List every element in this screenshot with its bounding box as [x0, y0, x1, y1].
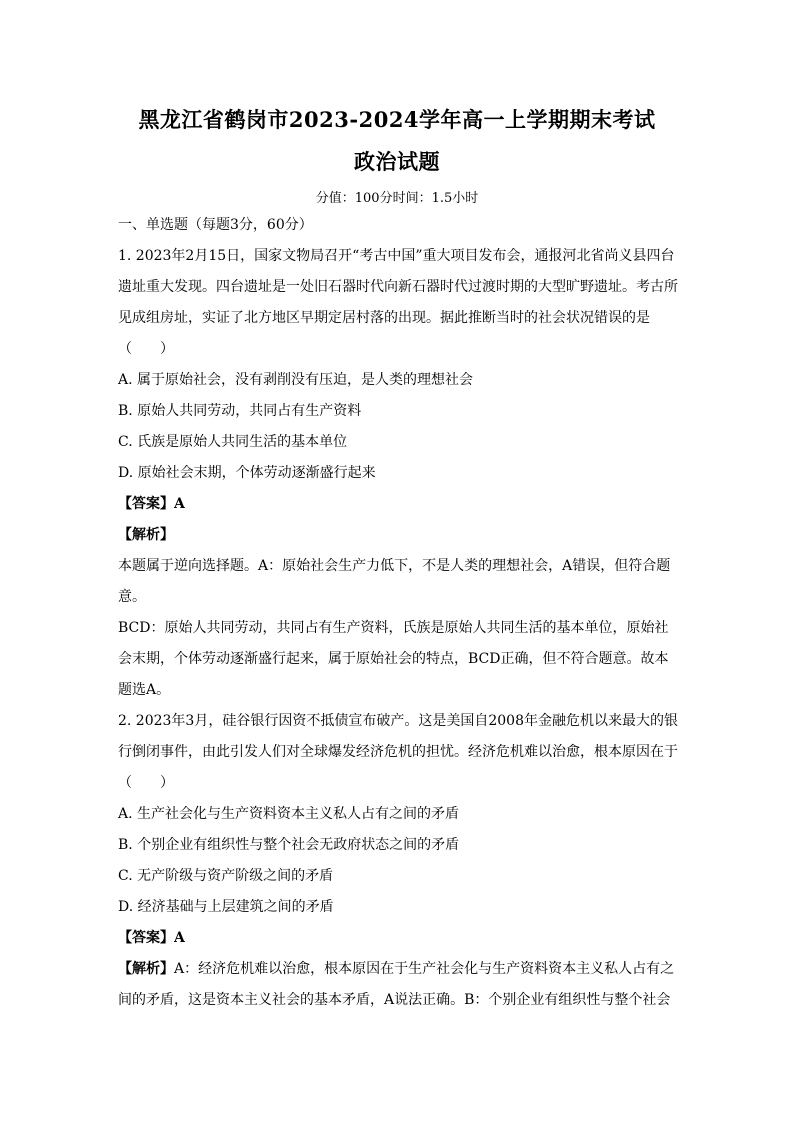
answer-line: 【答案】A — [118, 496, 185, 512]
analysis-line: 题选A。 — [118, 682, 171, 698]
analysis-line-with-label — [118, 954, 678, 985]
document-title: 黑龙江省鹤岗市2023-2024学年高一上学期期末考试 — [138, 107, 656, 132]
analysis-label: 【解析】 — [118, 527, 174, 543]
analysis-line: 本题属于逆向选择题。A：原始社会生产力低下，不是人类的理想社会，A错误，但符合题 — [118, 558, 671, 574]
question-stem-line: 遗址重大发现。四台遗址是一处旧石器时代向新石器时代过渡时期的大型旷野遗址。考古所 — [118, 279, 678, 295]
analysis-line: 意。 — [118, 589, 146, 605]
section-heading: 一、单选题（每题3分，60分） — [118, 217, 313, 233]
option-a: A. 属于原始社会，没有剥削没有压迫，是人类的理想社会 — [118, 372, 474, 388]
answer-line: 【答案】A — [118, 930, 185, 946]
analysis-line: 间的矛盾，这是资本主义社会的基本矛盾，A说法正确。B：个别企业有组织性与整个社会 — [118, 992, 671, 1008]
document-subject: 政治试题 — [354, 149, 440, 174]
question-paren: （ ） — [118, 775, 174, 791]
option-c: C. 无产阶级与资产阶级之间的矛盾 — [118, 868, 334, 884]
option-b: B. 原始人共同劳动，共同占有生产资料 — [118, 403, 362, 419]
question-2 — [118, 706, 678, 1016]
exam-meta: 分值：100分时间：1.5小时 — [315, 191, 479, 206]
document-body — [118, 210, 678, 1016]
question-stem-line: 见成组房址，实证了北方地区早期定居村落的出现。据此推断当时的社会状况错误的是 — [118, 310, 650, 326]
option-b: B. 个别企业有组织性与整个社会无政府状态之间的矛盾 — [118, 837, 460, 853]
analysis-line: 会末期，个体劳动逐渐盛行起来，属于原始社会的特点，BCD正确，但不符合题意。故本 — [118, 651, 669, 667]
option-a: A. 生产社会化与生产资料资本主义私人占有之间的矛盾 — [118, 806, 460, 822]
question-1 — [118, 241, 678, 706]
option-d: D. 经济基础与上层建筑之间的矛盾 — [118, 899, 334, 915]
analysis-line: BCD：原始人共同劳动，共同占有生产资料，氏族是原始人共同生活的基本单位，原始社 — [118, 620, 669, 636]
question-stem-line: 行倒闭事件，由此引发人们对全球爆发经济危机的担忧。经济危机难以治愈，根本原因在于 — [118, 744, 678, 760]
question-paren: （ ） — [118, 341, 174, 357]
analysis-label: 【解析】 — [118, 961, 174, 977]
analysis-text: A：经济危机难以治愈，根本原因在于生产社会化与生产资料资本主义私人占有之 — [174, 961, 675, 977]
option-d: D. 原始社会末期，个体劳动逐渐盛行起来 — [118, 465, 376, 481]
question-stem-line: 1. 2023年2月15日，国家文物局召开“考古中国”重大项目发布会，通报河北省尚义县四台 — [118, 248, 675, 264]
question-stem-line: 2. 2023年3月，硅谷银行因资不抵债宣布破产。这是美国自2008年金融危机以来最大的银 — [118, 713, 678, 729]
option-c: C. 氏族是原始人共同生活的基本单位 — [118, 434, 348, 450]
